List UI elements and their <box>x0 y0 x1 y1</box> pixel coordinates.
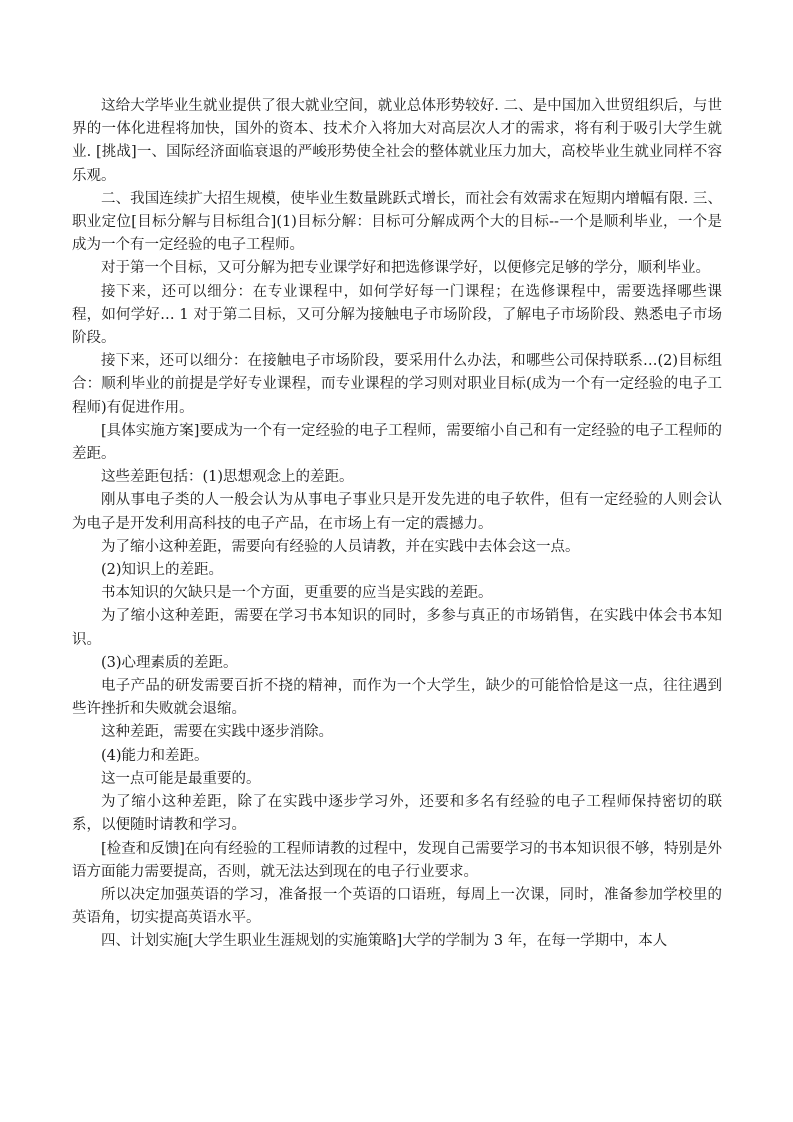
paragraph-gap-ability-detail: 这一点可能是最重要的。 <box>101 770 261 787</box>
paragraph-gap-ability-heading: (4)能力和差距。 <box>101 747 209 764</box>
paragraph-goal-combination: 接下来，还可以细分：在接触电子市场阶段，要采用什么办法，和哪些公司保持联系…(2)目标组合：顺利毕业的前提是学好专业课程，而专业课程的学习则对职业目标(成为一个有一定经验的电子工程师)有促进作用。 <box>72 353 722 416</box>
paragraph-gap-mindset-detail: 刚从事电子类的人一般会认为从事电子事业只是开发先进的电子软件，但有一定经验的人则会认为电子是开发利用高科技的电子产品，在市场上有一定的震撼力。 <box>72 492 722 532</box>
paragraph-gap-knowledge-heading: (2)知识上的差距。 <box>101 562 224 579</box>
paragraph-gap-knowledge-action: 为了缩小这种差距，需要在学习书本知识的同时，多参与真正的市场销售，在实践中体会书本知识。 <box>72 608 722 648</box>
paragraph-gap-psychology-heading: (3)心理素质的差距。 <box>101 654 238 671</box>
paragraph-gap-mindset-action: 为了缩小这种差距，需要向有经验的人员请教，并在实践中去体会这一点。 <box>101 538 580 555</box>
paragraph-plan-implementation: 四、计划实施[大学生职业生涯规划的实施策略]大学的学制为 3 年，在每一学期中，本人 <box>101 933 668 950</box>
paragraph-gap-ability-action: 为了缩小这种差距，除了在实践中逐步学习外，还要和多名有经验的电子工程师保持密切的联系，以便随时请教和学习。 <box>72 794 722 834</box>
paragraph-employment-opportunities: 这给大学毕业生就业提供了很大就业空间，就业总体形势较好. 二、是中国加入世贸组织后，与世界的一体化进程将加快，国外的资本、技术介入将加大对高层次人才的需求，将有利于吸引大学生就业. [挑战]一、国际经济面临衰退的严峻形势使全社会的整体就业压力加大，高校毕业生就业同样不容乐观。 <box>72 98 722 184</box>
paragraph-course-breakdown: 接下来，还可以细分：在专业课程中，如何学好每一门课程；在选修课程中，需要选择哪些课程，如何学好… 1 对于第二目标，又可分解为接触电子市场阶段，了解电子市场阶段、熟悉电子市场阶段。 <box>72 283 722 347</box>
paragraph-gap-psychology-detail: 电子产品的研发需要百折不挠的精神，而作为一个大学生，缺少的可能恰恰是这一点，往往遇到些许挫折和失败就会退缩。 <box>72 678 722 718</box>
paragraph-first-goal: 对于第一个目标，又可分解为把专业课学好和把选修课学好，以便修完足够的学分，顺利毕业。 <box>101 260 710 277</box>
paragraph-gap-knowledge-detail: 书本知识的欠缺只是一个方面，更重要的应当是实践的差距。 <box>101 585 493 602</box>
paragraph-check-feedback: [检查和反馈]在向有经验的工程师请教的过程中，发现自己需要学习的书本知识很不够，特别是外语方面能力需要提高，否则，就无法达到现在的电子行业要求。 <box>72 840 722 880</box>
paragraph-gap-mindset-heading: 这些差距包括：(1)思想观念上的差距。 <box>101 469 354 486</box>
paragraph-english-plan: 所以决定加强英语的学习，准备报一个英语的口语班，每周上一次课，同时，准备参加学校里的英语角，切实提高英语水平。 <box>72 886 722 927</box>
paragraph-career-positioning: 二、我国连续扩大招生规模，使毕业生数量跳跃式增长，而社会有效需求在短期内增幅有限. 三、职业定位[目标分解与目标组合](1)目标分解：目标可分解成两个大的目标--一个是顺利毕业，一个是成为一个有一定经验的电子工程师。 <box>72 190 722 254</box>
paragraph-implementation-plan: [具体实施方案]要成为一个有一定经验的电子工程师，需要缩小自己和有一定经验的电子工程师的差距。 <box>72 422 722 463</box>
paragraph-gap-psychology-action: 这种差距，需要在实践中逐步消除。 <box>101 724 333 741</box>
document-body <box>72 95 722 954</box>
